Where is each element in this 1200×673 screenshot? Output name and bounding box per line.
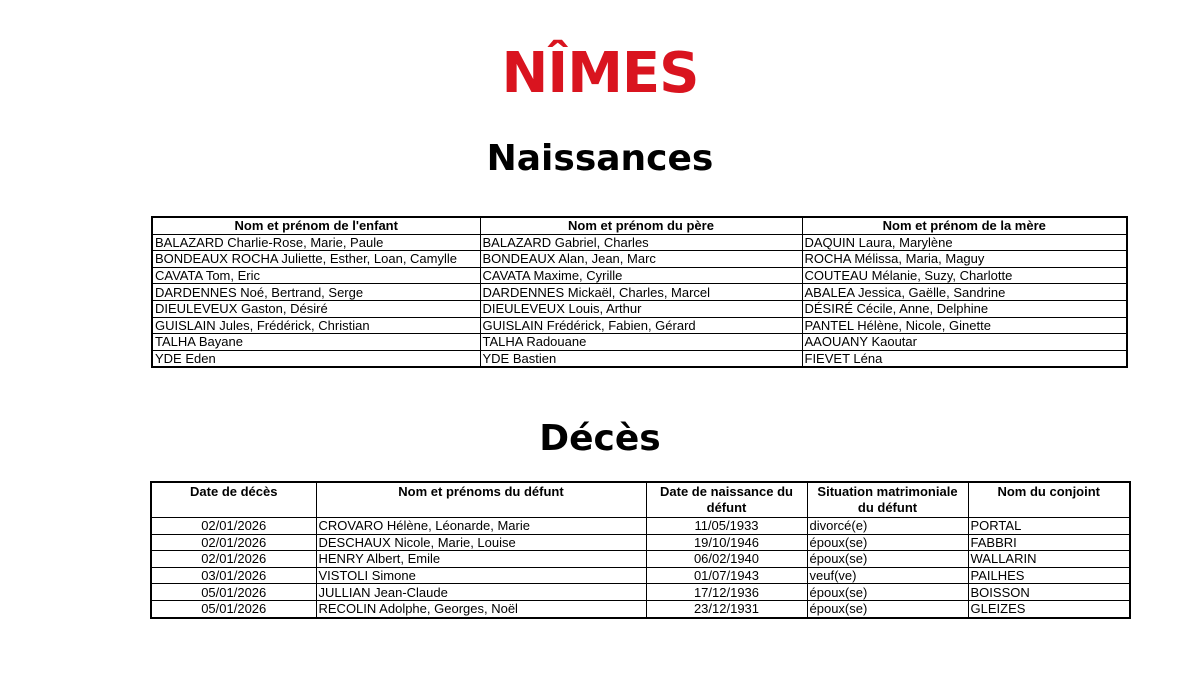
table-row xyxy=(151,551,1130,568)
mother-name: AAOUANY Kaoutar xyxy=(802,334,1127,351)
mother-name: ROCHA Mélissa, Maria, Maguy xyxy=(802,251,1127,268)
deceased-name: CROVARO Hélène, Léonarde, Marie xyxy=(316,518,646,535)
mother-name: ABALEA Jessica, Gaëlle, Sandrine xyxy=(802,284,1127,301)
birth-date: 23/12/1931 xyxy=(646,600,807,617)
deceased-name: JULLIAN Jean-Claude xyxy=(316,584,646,601)
child-name: BALAZARD Charlie-Rose, Marie, Paule xyxy=(152,234,480,251)
father-name: DIEULEVEUX Louis, Arthur xyxy=(480,300,802,317)
mother-name: PANTEL Hélène, Nicole, Ginette xyxy=(802,317,1127,334)
death-date: 05/01/2026 xyxy=(151,600,316,617)
marital-status: époux(se) xyxy=(807,600,968,617)
births-col-child: Nom et prénom de l'enfant xyxy=(152,217,480,234)
death-date: 05/01/2026 xyxy=(151,584,316,601)
father-name: CAVATA Maxime, Cyrille xyxy=(480,267,802,284)
table-row xyxy=(152,350,1127,367)
table-row xyxy=(151,584,1130,601)
child-name: GUISLAIN Jules, Frédérick, Christian xyxy=(152,317,480,334)
births-col-father: Nom et prénom du père xyxy=(480,217,802,234)
father-name: BALAZARD Gabriel, Charles xyxy=(480,234,802,251)
deaths-col-spouse: Nom du conjoint xyxy=(968,482,1130,518)
marital-status: divorcé(e) xyxy=(807,518,968,535)
mother-name: COUTEAU Mélanie, Suzy, Charlotte xyxy=(802,267,1127,284)
table-row xyxy=(151,600,1130,617)
marital-status: époux(se) xyxy=(807,551,968,568)
deaths-table xyxy=(150,481,1131,619)
father-name: GUISLAIN Frédérick, Fabien, Gérard xyxy=(480,317,802,334)
births-col-mother: Nom et prénom de la mère xyxy=(802,217,1127,234)
table-row xyxy=(152,317,1127,334)
deaths-section-title: Décès xyxy=(539,418,661,459)
table-row xyxy=(152,234,1127,251)
deceased-name: RECOLIN Adolphe, Georges, Noël xyxy=(316,600,646,617)
death-date: 02/01/2026 xyxy=(151,534,316,551)
father-name: YDE Bastien xyxy=(480,350,802,367)
birth-date: 11/05/1933 xyxy=(646,518,807,535)
table-row xyxy=(152,300,1127,317)
child-name: TALHA Bayane xyxy=(152,334,480,351)
mother-name: FIEVET Léna xyxy=(802,350,1127,367)
deaths-header-row xyxy=(151,482,1130,518)
spouse-name: PORTAL xyxy=(968,518,1130,535)
father-name: TALHA Radouane xyxy=(480,334,802,351)
death-date: 02/01/2026 xyxy=(151,551,316,568)
death-date: 03/01/2026 xyxy=(151,567,316,584)
child-name: DARDENNES Noé, Bertrand, Serge xyxy=(152,284,480,301)
deaths-col-marital-status: Situation matrimoniale du défunt xyxy=(807,482,968,518)
births-section-title: Naissances xyxy=(486,138,714,179)
birth-date: 01/07/1943 xyxy=(646,567,807,584)
father-name: DARDENNES Mickaël, Charles, Marcel xyxy=(480,284,802,301)
spouse-name: WALLARIN xyxy=(968,551,1130,568)
table-row xyxy=(151,567,1130,584)
city-title: NÎMES xyxy=(501,41,699,106)
marital-status: veuf(ve) xyxy=(807,567,968,584)
child-name: CAVATA Tom, Eric xyxy=(152,267,480,284)
deaths-col-birth-date: Date de naissance du défunt xyxy=(646,482,807,518)
mother-name: DÉSIRÉ Cécile, Anne, Delphine xyxy=(802,300,1127,317)
deceased-name: DESCHAUX Nicole, Marie, Louise xyxy=(316,534,646,551)
table-row xyxy=(151,518,1130,535)
deceased-name: VISTOLI Simone xyxy=(316,567,646,584)
spouse-name: PAILHES xyxy=(968,567,1130,584)
table-row xyxy=(152,251,1127,268)
spouse-name: BOISSON xyxy=(968,584,1130,601)
spouse-name: FABBRI xyxy=(968,534,1130,551)
births-header-row xyxy=(152,217,1127,234)
child-name: BONDEAUX ROCHA Juliette, Esther, Loan, Camylle xyxy=(152,251,480,268)
table-row xyxy=(152,334,1127,351)
marital-status: époux(se) xyxy=(807,534,968,551)
birth-date: 19/10/1946 xyxy=(646,534,807,551)
table-row xyxy=(152,267,1127,284)
father-name: BONDEAUX Alan, Jean, Marc xyxy=(480,251,802,268)
deaths-col-death-date: Date de décès xyxy=(151,482,316,518)
birth-date: 17/12/1936 xyxy=(646,584,807,601)
births-table xyxy=(151,216,1128,368)
child-name: DIEULEVEUX Gaston, Désiré xyxy=(152,300,480,317)
mother-name: DAQUIN Laura, Marylène xyxy=(802,234,1127,251)
deaths-col-deceased-name: Nom et prénoms du défunt xyxy=(316,482,646,518)
spouse-name: GLEIZES xyxy=(968,600,1130,617)
marital-status: époux(se) xyxy=(807,584,968,601)
child-name: YDE Eden xyxy=(152,350,480,367)
death-date: 02/01/2026 xyxy=(151,518,316,535)
deceased-name: HENRY Albert, Emile xyxy=(316,551,646,568)
table-row xyxy=(151,534,1130,551)
table-row xyxy=(152,284,1127,301)
birth-date: 06/02/1940 xyxy=(646,551,807,568)
